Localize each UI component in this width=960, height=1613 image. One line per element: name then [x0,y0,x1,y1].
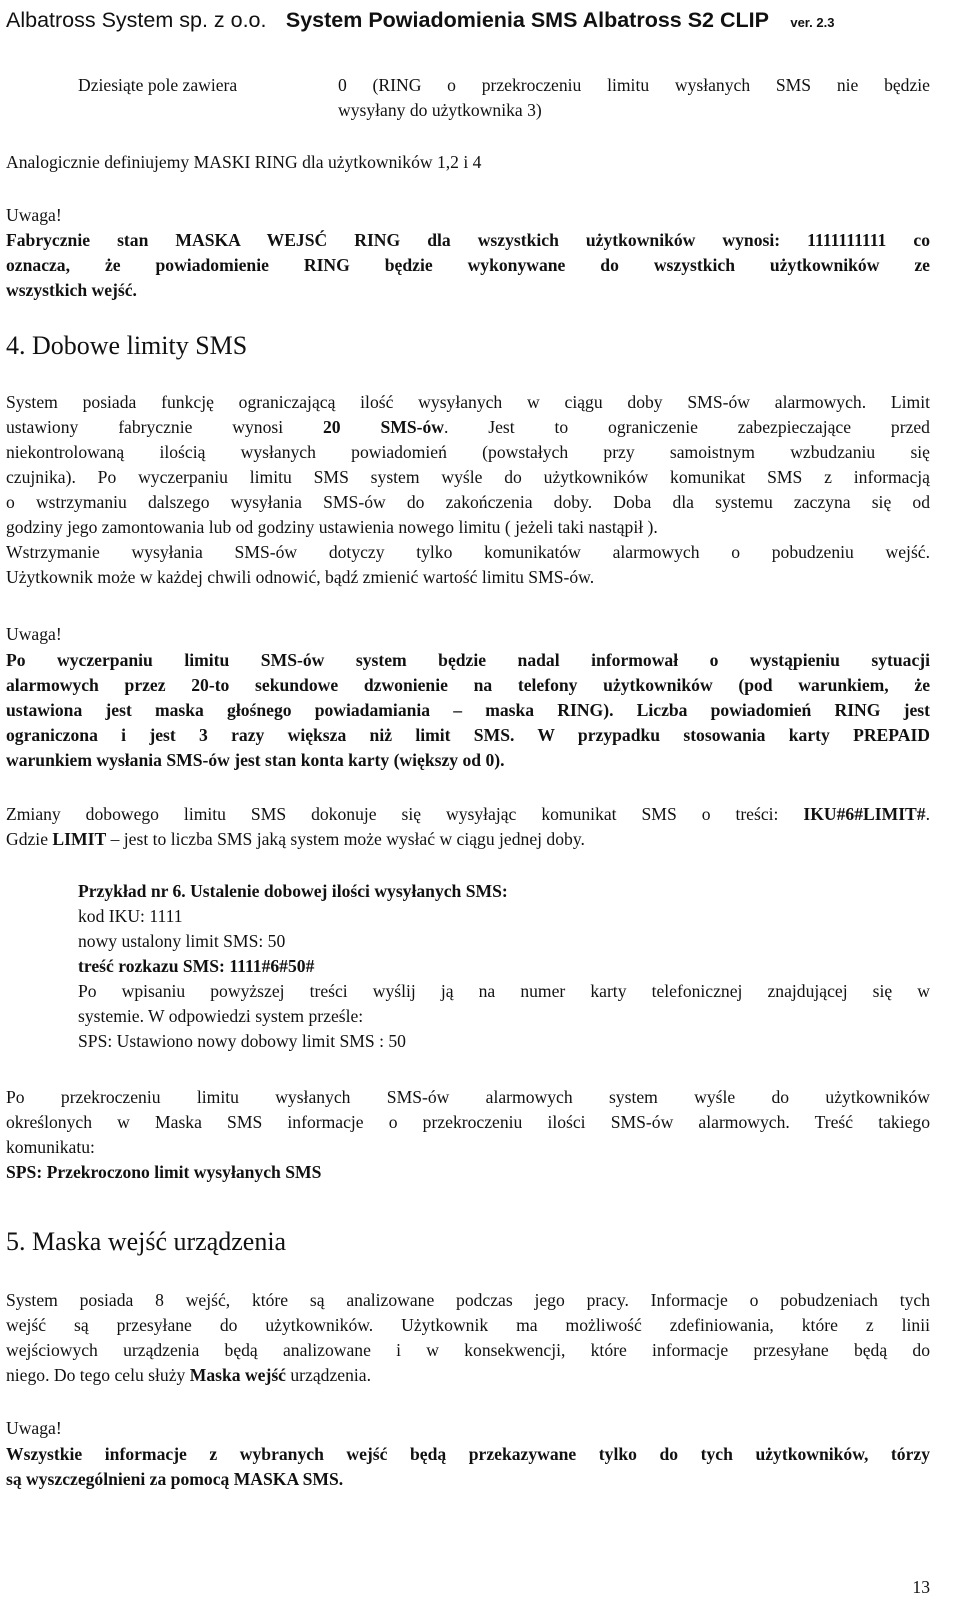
note1-heading: Uwaga! [6,205,62,225]
section5-paragraph [6,1288,930,1388]
section4-paragraph [6,390,930,590]
note3-line: są wyszczególnieni za pomocą MASKA SMS. [6,1469,344,1489]
section5-line: niego. Do tego celu służy Maska wejść urządzenia. [6,1365,371,1385]
section5-line: wejściowych urządzenia będą analizowane i w konsekwencji, które informacje przesyłane będą do [6,1340,930,1360]
exceeded-message: SPS: Przekroczono limit wysyłanych SMS [6,1162,322,1182]
section4-line: godziny jego zamontowania lub od godziny ustawienia nowego limitu ( jeżeli taki nastąpił ). [6,517,658,537]
note2-line: alarmowych przez 20-to sekundowe dzwonienie na telefony użytkowników (pod warunkiem, że [6,675,930,695]
section5-line: System posiada 8 wejść, które są analizowane podczas jego pracy. Informacje o pobudzeniach tych [6,1290,930,1310]
change-limit-line: Zmiany dobowego limitu SMS dokonuje się wysyłając komunikat SMS o treści: IKU#6#LIMIT#. [6,804,930,824]
note2-line: ograniczona i jest 3 razy większa niż limit SMS. W przypadku stosowania karty PREPAID [6,725,930,745]
page-number: 13 [912,1577,930,1597]
note3-heading: Uwaga! [6,1418,62,1438]
exceeded-line: komunikatu: [6,1137,95,1157]
section4-line: czujnika). Po wyczerpaniu limitu SMS system wyśle do użytkowników komunikat SMS z informacją [6,467,930,487]
limit-keyword: LIMIT [52,829,107,849]
note1-line: wszystkich wejść. [6,280,137,300]
change-limit-line: Gdzie LIMIT – jest to liczba SMS jaką system może wysłać w ciągu jednej doby. [6,829,585,849]
section4-line: ustawiony fabrycznie wynosi 20 SMS-ów. Jest to ograniczenie zabezpieczające przed [6,417,930,437]
change-limit-paragraph [6,802,930,852]
limit-command: IKU#6#LIMIT# [803,804,926,824]
note1-line: Fabrycznie stan MASKA WEJSĆ RING dla wszystkich użytkowników wynosi: 1111111111 co [6,230,930,250]
header-company: Albatross System sp. z o.o. [6,8,267,32]
note1-line: oznacza, że powiadomienie RING będzie wykonywane do wszystkich użytkowników ze [6,255,930,275]
note2-line: Po wyczerpaniu limitu SMS-ów system będzie nadal informował o wystąpieniu sytuacji [6,650,930,670]
section4-line: System posiada funkcję ograniczającą ilość wysyłanych w ciągu doby SMS-ów alarmowych. Limit [6,392,930,412]
example6-block [78,879,930,1054]
section4-line: o wstrzymaniu dalszego wysyłania SMS-ów do zakończenia doby. Doba dla systemu zaczyna się od [6,492,930,512]
section5-heading: 5. Maska wejść urządzenia [6,1227,287,1256]
input-mask-term: Maska wejść [189,1365,286,1385]
exceeded-line: Po przekroczeniu limitu wysłanych SMS-ów alarmowych system wyśle do użytkowników [6,1087,930,1107]
section4-line: Wstrzymanie wysyłania SMS-ów dotyczy tylko komunikatów alarmowych o pobudzeniu wejść. [6,542,930,562]
example6-after-line: systemie. W odpowiedzi system prześle: [78,1006,364,1026]
note3-line: Wszystkie informacje z wybranych wejść będą przekazywane tylko do tych użytkowników, tórzy [6,1444,930,1464]
field10-value-line: 0 (RING o przekroczeniu limitu wysłanych SMS nie będzie [338,75,930,95]
example6-reply: SPS: Ustawiono nowy dobowy limit SMS : 50 [78,1031,406,1051]
note3-body [6,1442,930,1492]
example6-limit: nowy ustalony limit SMS: 50 [78,931,286,951]
exceeded-line: określonych w Maska SMS informacje o przekroczeniu ilości SMS-ów alarmowych. Treść takiego [6,1112,930,1132]
note2-heading: Uwaga! [6,624,62,644]
header-title: System Powiadomienia SMS Albatross S2 CLIP [285,8,769,32]
section4-line: Użytkownik może w każdej chwili odnowić, bądź zmienić wartość limitu SMS-ów. [6,567,595,587]
note1-body [6,228,930,303]
exceeded-paragraph [6,1085,930,1185]
note2-body [6,648,930,773]
field10-label: Dziesiąte pole zawiera [78,75,238,95]
header-version: ver. 2.3 [790,15,835,30]
section5-line: wejść są przesyłane do użytkowników. Użytkownik ma możliwość zdefiniowania, które z linii [6,1315,930,1335]
example6-title: Przykład nr 6. Ustalenie dobowej ilości wysyłanych SMS: [78,881,508,901]
field10-value-line: wysyłany do użytkownika 3) [338,100,542,120]
analogous-paragraph: Analogicznie definiujemy MASKI RING dla użytkowników 1,2 i 4 [6,152,482,172]
note2-line: ustawiona jest maska głośnego powiadamiania – maska RING). Liczba powiadomień RING jest [6,700,930,720]
page-header [6,6,956,37]
section4-heading: 4. Dobowe limity SMS [6,331,248,360]
example6-kod: kod IKU: 1111 [78,906,183,926]
limit-value: 20 SMS-ów [322,417,444,437]
example6-after-line: Po wpisaniu powyższej treści wyślij ją na numer karty telefonicznej znajdującej się w [78,981,930,1001]
field10-value [338,73,930,123]
section4-line: niekontrolowaną ilością wysłanych powiadomień (powstałych przy samoistnym wzbudzaniu się [6,442,930,462]
example6-command: treść rozkazu SMS: 1111#6#50# [78,956,315,976]
note2-line: warunkiem wysłania SMS-ów jest stan konta karty (większy od 0). [6,750,505,770]
